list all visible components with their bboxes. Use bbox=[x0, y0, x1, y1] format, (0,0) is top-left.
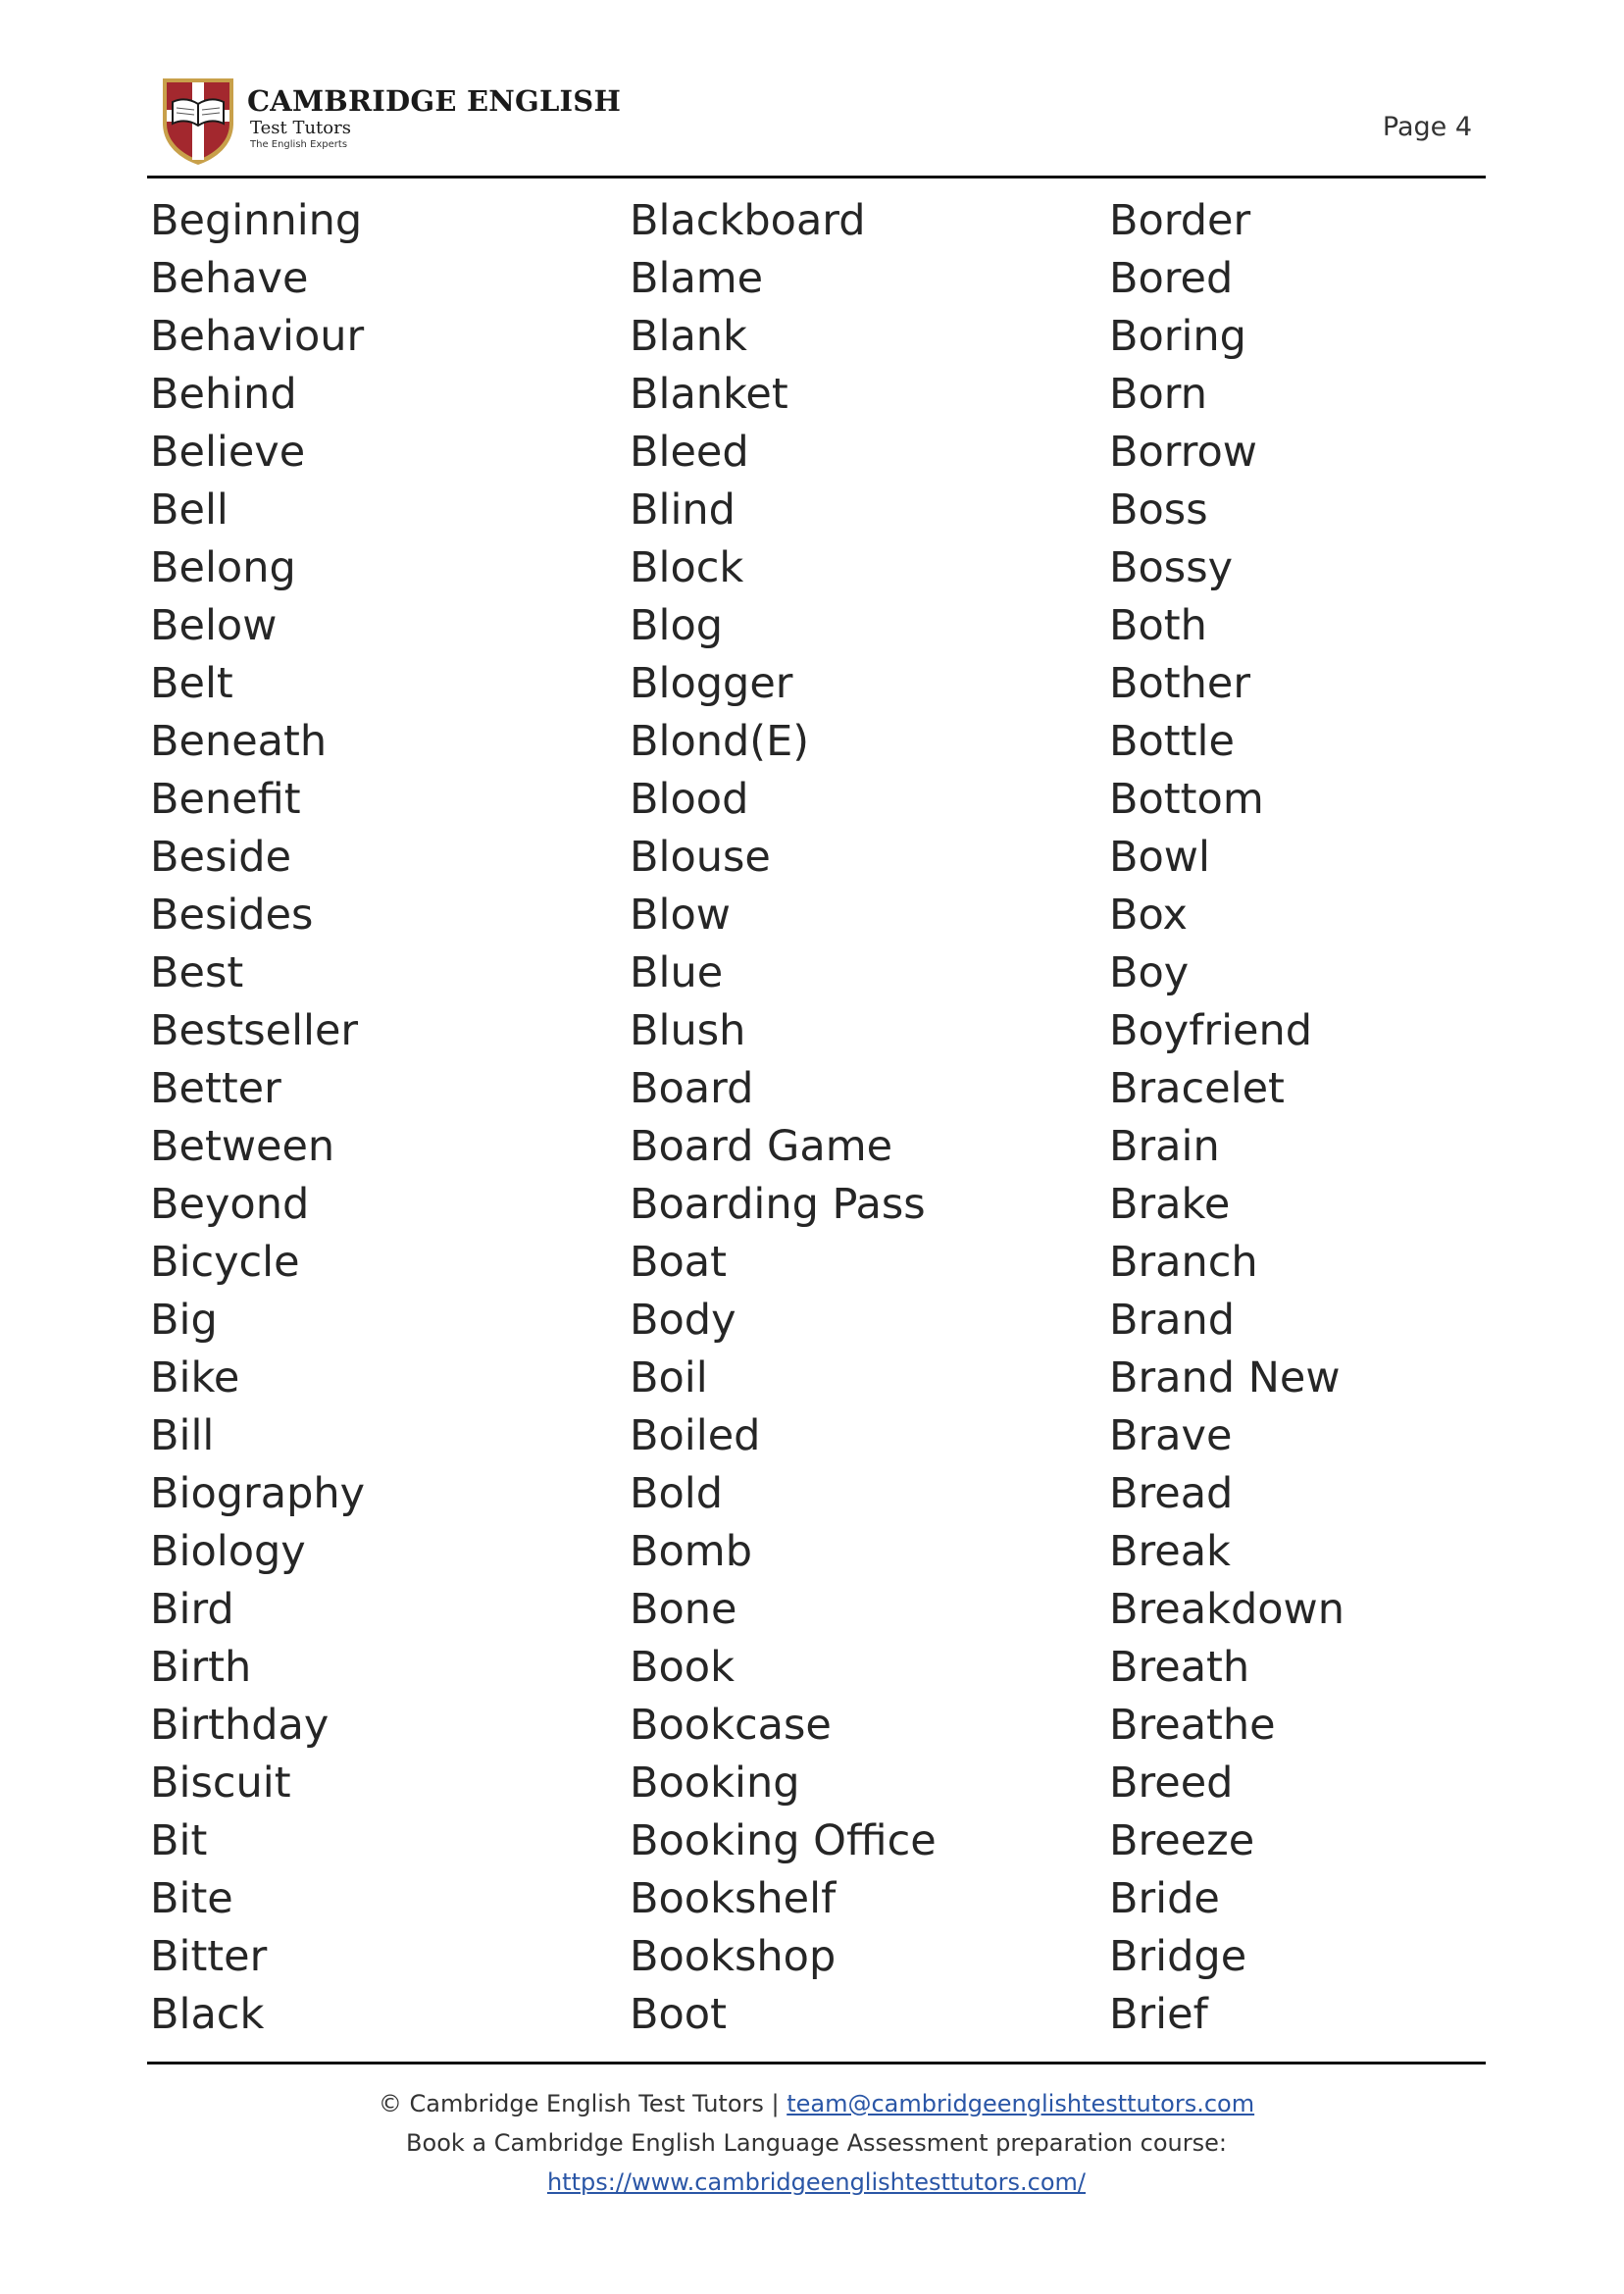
word-item: Believe bbox=[150, 428, 306, 477]
copyright-text: © Cambridge English Test Tutors | bbox=[378, 2090, 787, 2117]
word-item: Block bbox=[630, 543, 744, 592]
word-item: Boring bbox=[1109, 312, 1246, 361]
word-item: Blame bbox=[630, 254, 764, 303]
word-item: Blackboard bbox=[630, 196, 866, 245]
word-item: Bottle bbox=[1109, 717, 1235, 766]
footer-website-line bbox=[147, 2163, 1486, 2202]
word-item: Breakdown bbox=[1109, 1585, 1345, 1634]
word-item: Bell bbox=[150, 485, 228, 535]
word-item: Blind bbox=[630, 485, 736, 535]
word-item: Branch bbox=[1109, 1238, 1258, 1287]
word-item: Booking bbox=[630, 1759, 800, 1808]
word-item: Bone bbox=[630, 1585, 737, 1634]
word-item: Booking Office bbox=[630, 1816, 937, 1865]
word-item: Belt bbox=[150, 659, 233, 708]
word-item: Big bbox=[150, 1296, 218, 1345]
word-item: Boyfriend bbox=[1109, 1006, 1313, 1055]
word-item: Between bbox=[150, 1122, 335, 1171]
shield-book-icon bbox=[157, 73, 239, 167]
word-item: Biography bbox=[150, 1469, 366, 1518]
word-item: Border bbox=[1109, 196, 1251, 245]
word-item: Bookcase bbox=[630, 1701, 832, 1750]
page-header bbox=[147, 73, 1486, 171]
word-item: Breath bbox=[1109, 1643, 1250, 1692]
word-item: Beneath bbox=[150, 717, 328, 766]
word-item: Breed bbox=[1109, 1759, 1234, 1808]
word-item: Boy bbox=[1109, 948, 1190, 997]
word-item: Blog bbox=[630, 601, 724, 650]
word-item: Bridge bbox=[1109, 1932, 1247, 1981]
word-item: Boarding Pass bbox=[630, 1180, 926, 1229]
word-item: Bottom bbox=[1109, 775, 1264, 824]
word-item: Beside bbox=[150, 833, 292, 882]
word-item: Bookshelf bbox=[630, 1874, 837, 1923]
word-item: Bowl bbox=[1109, 833, 1210, 882]
word-item: Bicycle bbox=[150, 1238, 300, 1287]
word-item: Brief bbox=[1109, 1990, 1208, 2039]
word-item: Book bbox=[630, 1643, 736, 1692]
word-item: Brave bbox=[1109, 1411, 1233, 1460]
word-item: Behind bbox=[150, 370, 297, 419]
word-item: Blouse bbox=[630, 833, 771, 882]
word-item: Boiled bbox=[630, 1411, 761, 1460]
word-item: Behave bbox=[150, 254, 309, 303]
website-link[interactable]: https://www.cambridgeenglishtesttutors.com/ bbox=[546, 2168, 1087, 2196]
word-item: Blanket bbox=[630, 370, 788, 419]
word-item: Box bbox=[1109, 891, 1188, 940]
word-item: Blue bbox=[630, 948, 724, 997]
word-item: Blank bbox=[630, 312, 747, 361]
word-item: Better bbox=[150, 1064, 281, 1113]
word-item: Boil bbox=[630, 1353, 708, 1402]
footer-divider bbox=[147, 2062, 1486, 2065]
word-item: Benefit bbox=[150, 775, 301, 824]
word-item: Bit bbox=[150, 1816, 208, 1865]
word-column-1 bbox=[150, 192, 365, 2044]
word-item: Boss bbox=[1109, 485, 1208, 535]
word-item: Bomb bbox=[630, 1527, 752, 1576]
logo-title: CAMBRIDGE ENGLISH bbox=[247, 84, 622, 118]
word-item: Borrow bbox=[1109, 428, 1257, 477]
word-item: Beginning bbox=[150, 196, 363, 245]
email-link[interactable]: team@cambridgeenglishtesttutors.com bbox=[787, 2090, 1255, 2117]
word-item: Brand New bbox=[1109, 1353, 1341, 1402]
word-column-2 bbox=[630, 192, 937, 2044]
word-item: Birthday bbox=[150, 1701, 330, 1750]
word-item: Brain bbox=[1109, 1122, 1220, 1171]
word-item: Besides bbox=[150, 891, 314, 940]
word-item: Bracelet bbox=[1109, 1064, 1285, 1113]
word-item: Break bbox=[1109, 1527, 1231, 1576]
word-item: Bitter bbox=[150, 1932, 268, 1981]
word-item: Bird bbox=[150, 1585, 234, 1634]
word-item: Bite bbox=[150, 1874, 233, 1923]
page-footer bbox=[147, 2084, 1486, 2202]
word-item: Board bbox=[630, 1064, 754, 1113]
footer-course-line bbox=[147, 2123, 1486, 2163]
word-item: Born bbox=[1109, 370, 1207, 419]
word-column-3 bbox=[1109, 192, 1345, 2044]
page-number: Page 4 bbox=[1382, 112, 1472, 142]
word-item: Bold bbox=[630, 1469, 724, 1518]
word-item: Both bbox=[1109, 601, 1207, 650]
word-item: Bored bbox=[1109, 254, 1234, 303]
word-item: Birth bbox=[150, 1643, 252, 1692]
word-item: Bossy bbox=[1109, 543, 1234, 592]
word-item: Board Game bbox=[630, 1122, 893, 1171]
word-item: Behaviour bbox=[150, 312, 365, 361]
word-item: Brake bbox=[1109, 1180, 1231, 1229]
word-item: Bleed bbox=[630, 428, 749, 477]
header-divider bbox=[147, 176, 1486, 178]
word-item: Bread bbox=[1109, 1469, 1234, 1518]
word-item: Blow bbox=[630, 891, 731, 940]
word-item: Bride bbox=[1109, 1874, 1220, 1923]
word-item: Blond(E) bbox=[630, 717, 810, 766]
word-item: Bestseller bbox=[150, 1006, 359, 1055]
word-item: Best bbox=[150, 948, 244, 997]
word-item: Below bbox=[150, 601, 278, 650]
word-item: Biscuit bbox=[150, 1759, 291, 1808]
word-item: Bother bbox=[1109, 659, 1251, 708]
brand-logo[interactable] bbox=[157, 73, 667, 169]
word-item: Blush bbox=[630, 1006, 746, 1055]
word-item: Bill bbox=[150, 1411, 215, 1460]
word-item: Boot bbox=[630, 1990, 727, 2039]
word-item: Beyond bbox=[150, 1180, 310, 1229]
footer-contact-line bbox=[147, 2084, 1486, 2123]
word-item: Breeze bbox=[1109, 1816, 1255, 1865]
word-item: Bookshop bbox=[630, 1932, 837, 1981]
logo-tagline: The English Experts bbox=[250, 139, 348, 150]
course-text: Book a Cambridge English Language Assessment preparation course: bbox=[406, 2129, 1227, 2157]
word-item: Belong bbox=[150, 543, 296, 592]
word-item: Blogger bbox=[630, 659, 793, 708]
word-item: Boat bbox=[630, 1238, 728, 1287]
word-item: Breathe bbox=[1109, 1701, 1276, 1750]
logo-subtitle: Test Tutors bbox=[250, 118, 351, 138]
word-item: Blood bbox=[630, 775, 749, 824]
word-item: Body bbox=[630, 1296, 736, 1345]
word-item: Bike bbox=[150, 1353, 240, 1402]
word-item: Biology bbox=[150, 1527, 306, 1576]
word-item: Brand bbox=[1109, 1296, 1236, 1345]
word-item: Black bbox=[150, 1990, 265, 2039]
